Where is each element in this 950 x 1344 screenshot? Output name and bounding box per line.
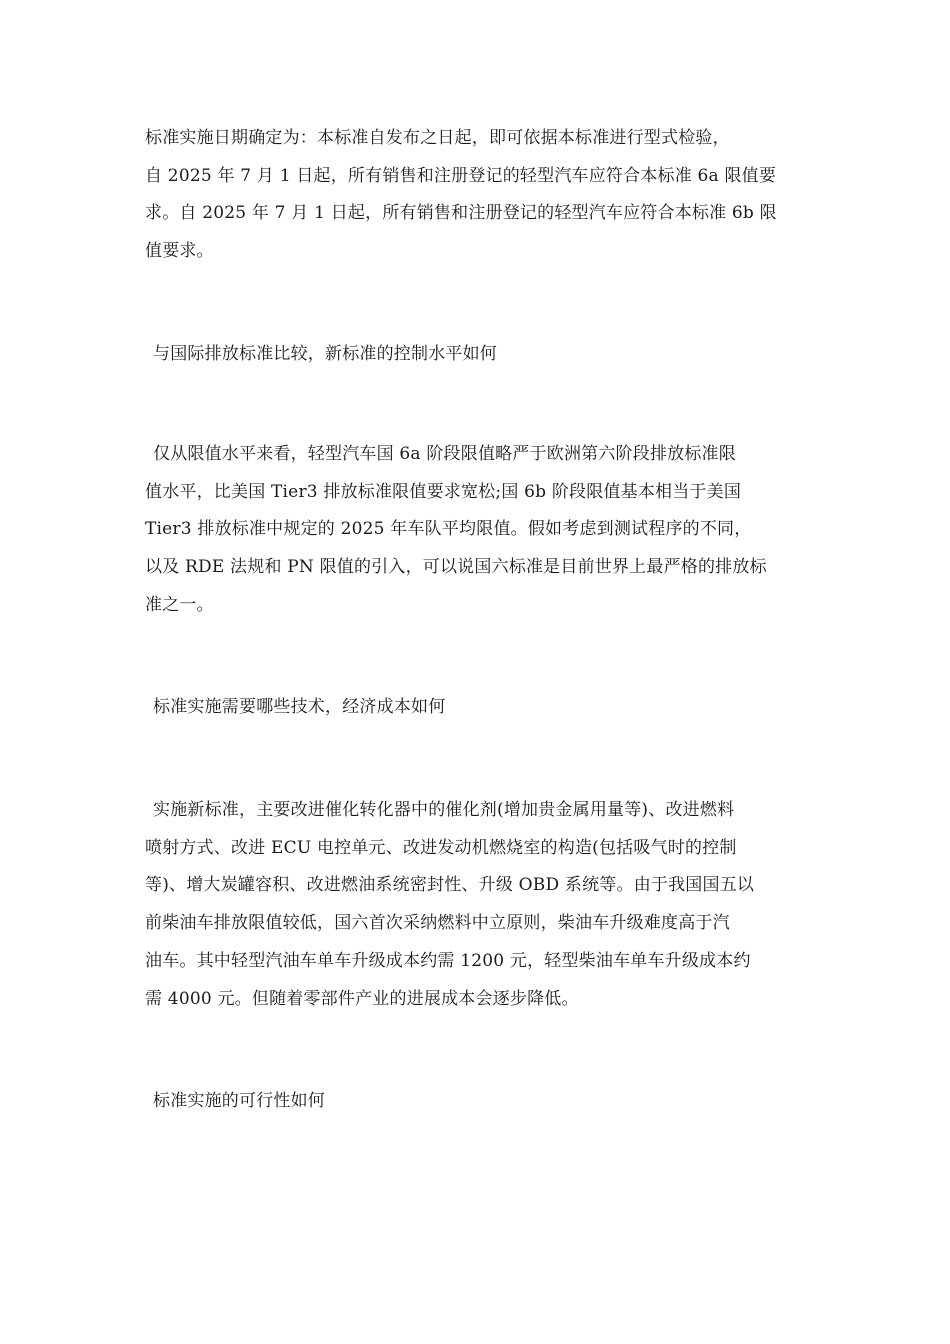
- text-line: 标准实施日期确定为：本标准自发布之日起，即可依据本标准进行型式检验，: [145, 128, 730, 148]
- text-line: 自 2025 年 7 月 1 日起，所有销售和注册登记的轻型汽车应符合本标准 6a 限值要: [145, 165, 777, 186]
- heading-technology-cost: [145, 689, 818, 727]
- text-line: 以及 RDE 法规和 PN 限值的引入，可以说国六标准是目前世界上最严格的排放标: [145, 557, 767, 578]
- heading-international-comparison: [145, 336, 818, 374]
- paragraph-technology-cost: [145, 792, 810, 1018]
- text-line: Tier3 排放标准中规定的 2025 年车队平均限值。假如考虑到测试程序的不同，: [145, 519, 752, 540]
- text-line: 仅从限值水平来看，轻型汽车国 6a 阶段限值略严于欧洲第六阶段排放标准限: [153, 444, 736, 464]
- heading-text: 标准实施需要哪些技术，经济成本如何: [153, 697, 446, 717]
- paragraph-implementation-date: [145, 120, 810, 271]
- text-line: 值水平，比美国 Tier3 排放标准限值要求宽松;国 6b 阶段限值基本相当于美国: [145, 481, 742, 502]
- text-line: 等)、增大炭罐容积、改进燃油系统密封性、升级 OBD 系统等。由于我国国五以: [145, 875, 755, 896]
- text-line: 需 4000 元。但随着零部件产业的进展成本会逐步降低。: [145, 988, 579, 1009]
- paragraph-limit-comparison: [145, 436, 810, 625]
- text-line: 值要求。: [145, 241, 214, 262]
- text-line: 喷射方式、改进 ECU 电控单元、改进发动机燃烧室的构造(包括吸气时的控制: [145, 837, 737, 858]
- heading-text: 与国际排放标准比较，新标准的控制水平如何: [153, 344, 497, 364]
- text-line: 求。自 2025 年 7 月 1 日起，所有销售和注册登记的轻型汽车应符合本标准 6b 限: [145, 203, 777, 224]
- heading-text: 标准实施的可行性如何: [153, 1091, 325, 1111]
- text-line: 油车。其中轻型汽油车单车升级成本约需 1200 元，轻型柴油车单车升级成本约: [145, 950, 751, 971]
- text-line: 实施新标准，主要改进催化转化器中的催化剂(增加贵金属用量等)、改进燃料: [153, 800, 735, 820]
- text-line: 前柴油车排放限值较低，国六首次采纳燃料中立原则，柴油车升级难度高于汽: [145, 913, 730, 934]
- heading-feasibility: [145, 1083, 818, 1121]
- text-line: 准之一。: [145, 594, 214, 615]
